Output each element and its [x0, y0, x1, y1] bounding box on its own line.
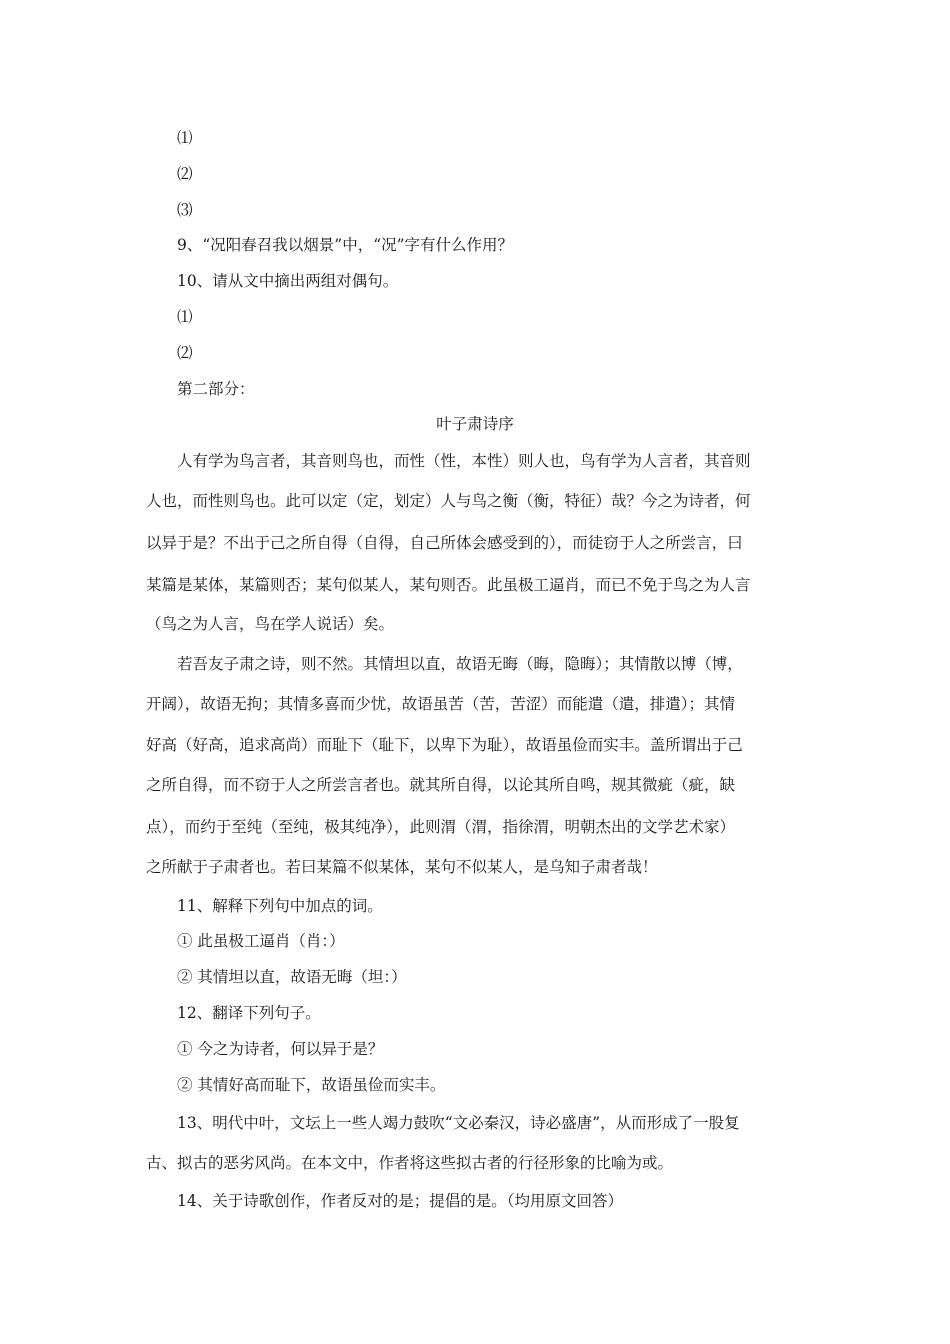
paragraph-2-line: 若吾友子肃之诗，则不然。其情坦以直，故语无晦（晦，隐晦）；其情散以博（博，: [177, 655, 743, 673]
question-12-item-b: ② 其情好高而耻下，故语虽俭而实丰。: [177, 1076, 446, 1094]
part-two-heading: 第二部分：: [177, 380, 255, 398]
essay-title: 叶子肃诗序: [436, 415, 514, 433]
question-12: 12、翻译下列句子。: [177, 1004, 321, 1022]
answer-blank-3: ⑶: [177, 201, 193, 219]
question-11-item-a: ① 此虽极工逼肖（肖：）: [177, 932, 345, 950]
question-13-line-1: 13、明代中叶，文坛上一些人竭力鼓吹“文必秦汉，诗必盛唐”，从而形成了一股复: [177, 1114, 740, 1132]
question-11-item-b: ② 其情坦以直，故语无晦（坦：）: [177, 968, 407, 986]
paragraph-2-line: 好高（好高，追求高尚）而耻下（耻下，以卑下为耻），故语虽俭而实丰。盖所谓出于己: [146, 736, 743, 754]
paragraph-1-line: 人也，而性则鸟也。此可以定（定，划定）人与鸟之衡（衡，特征）哉？今之为诗者，何: [146, 492, 751, 510]
paragraph-2-line: 之所献于子肃者也。若曰某篇不似某体，某句不似某人，是乌知子肃者哉！: [146, 858, 658, 876]
q10-answer-blank-1: ⑴: [177, 308, 193, 326]
question-14: 14、关于诗歌创作，作者反对的是；提倡的是。（均用原文回答）: [177, 1192, 623, 1210]
paragraph-1-line: 人有学为鸟言者，其音则鸟也，而性（性，本性）则人也，鸟有学为人言者，其音则: [177, 452, 751, 470]
answer-blank-1: ⑴: [177, 129, 193, 147]
question-11: 11、解释下列句中加点的词。: [177, 897, 383, 915]
question-12-item-a: ① 今之为诗者，何以异于是？: [177, 1040, 384, 1058]
paragraph-2-line: 开阔），故语无拘；其情多喜而少忧，故语虽苦（苦，苦涩）而能遣（遣，排遣）；其情: [146, 695, 736, 713]
question-9: 9、“况阳春召我以烟景”中，“况”字有什么作用？: [177, 236, 514, 254]
paragraph-1-line: 以异于是？不出于己之所自得（自得，自己所体会感受到的），而徒窃于人之所尝言，曰: [146, 534, 743, 552]
paragraph-2-line: 之所自得，而不窃于人之所尝言者也。就其所自得，以论其所自鸣，规其微疵（疵，缺: [146, 776, 736, 794]
question-10: 10、请从文中摘出两组对偶句。: [177, 272, 399, 290]
answer-blank-2: ⑵: [177, 165, 193, 183]
question-13-line-2: 古、拟古的恶劣风尚。在本文中，作者将这些拟古者的行径形象的比喻为或。: [146, 1154, 674, 1172]
paragraph-1-line: 某篇是某体，某篇则否；某句似某人，某句则否。此虽极工逼肖，而已不免于鸟之为人言: [146, 576, 751, 594]
paragraph-2-line: 点），而约于至纯（至纯，极其纯净），此则渭（渭，指徐渭，明朝杰出的文学艺术家）: [146, 818, 736, 836]
paragraph-1-line: （鸟之为人言，鸟在学人说话）矣。: [146, 615, 395, 633]
q10-answer-blank-2: ⑵: [177, 344, 193, 362]
